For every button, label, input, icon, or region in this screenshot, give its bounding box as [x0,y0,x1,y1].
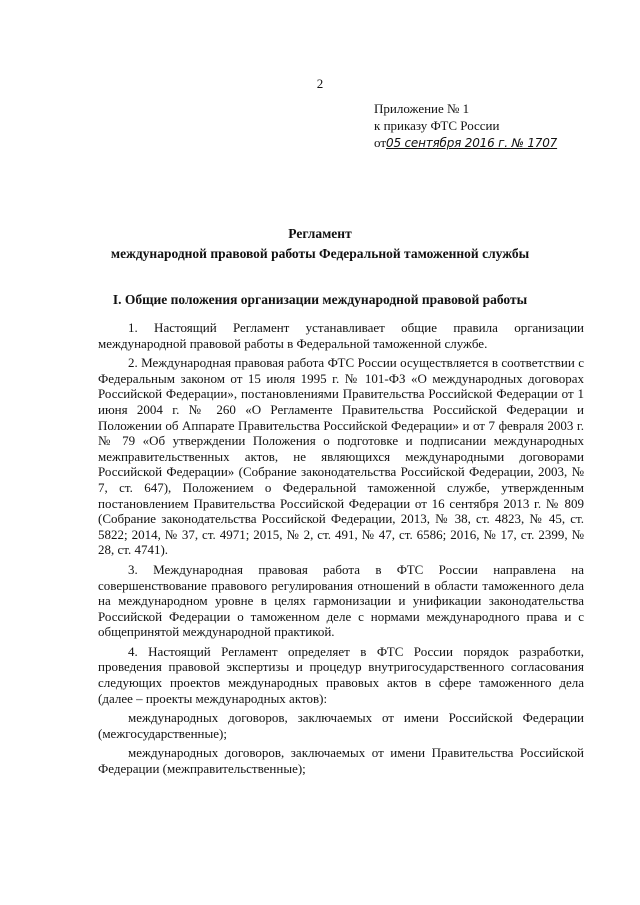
list-item-interstate: международных договоров, заключаемых от имени Российской Федерации (межгосударственные); [98,710,584,741]
paragraph-3: 3. Международная правовая работа в ФТС России направлена на совершенствование правового регулирования отношений в области таможенного дела на международном уровне в целях гармонизации и унификации законодательства Российской Федерации о таможенном деле с нормами международного права и с общепринятой международной практикой. [98,561,584,640]
annex-date-handwritten: 05 сентября 2016 г. № 1707 [386,136,558,150]
list-item-intergovernmental: международных договоров, заключаемых от имени Правительства Российской Федерации (межправительственные); [98,745,584,777]
page-number: 2 [316,76,324,91]
paragraph-1: 1. Настоящий Регламент устанавливает общие правила организации международной правовой работы в Федеральной таможенной службе. [98,320,584,351]
annex-title: Приложение № 1 [374,101,470,116]
annex-date-line [374,134,557,152]
annex-order-reference: к приказу ФТС России [374,118,500,133]
paragraph-2: 2. Международная правовая работа ФТС России осуществляется в соответствии с Федеральным законом от 15 июля 1995 г. № 101-ФЗ «О международных договорах Российской Федерации», постановлениями Правительства Российской Федерации от 1 июня 2004 г. № 260 «О Регламенте Правительства Российской Федерации и Положении об Аппарате Правительства Российской Федерации» и от 7 февраля 2003 г. № 79 «Об утверждении Положения о подготовке и подписании международных межправительственных актов, не являющихся международными договорами Российской Федерации» (Собрание законодательства Российской Федерации, 2003, № 7, ст. 647), Положением о Федеральной таможенной службе, утвержденным постановлением Правительства Российской Федерации от 16 сентября 2013 г. № 809 (Собрание законодательства Российской Федерации, 2013, № 38, ст. 4823, № 45, ст. 5822; 2014, № 37, ст. 4971; 2015, № 2, ст. 491, № 47, ст. 6586; 2016, № 17, ст. 2399, № 28, ст. 4741). [98,355,584,558]
section-heading: I. Общие положения организации международной правовой работы [112,292,528,307]
annex-block [374,100,557,152]
body-text [98,320,584,781]
document-subtitle: международной правовой работы Федеральной таможенной службы [110,246,530,261]
annex-date-prefix: от [374,135,387,150]
document-title: Регламент [288,226,352,241]
paragraph-4: 4. Настоящий Регламент определяет в ФТС России порядок разработки, проведения правовой экспертизы и процедур внутригосударственного согласования следующих проектов международных правовых актов в сфере таможенного дела (далее – проекты международных актов): [98,643,584,706]
